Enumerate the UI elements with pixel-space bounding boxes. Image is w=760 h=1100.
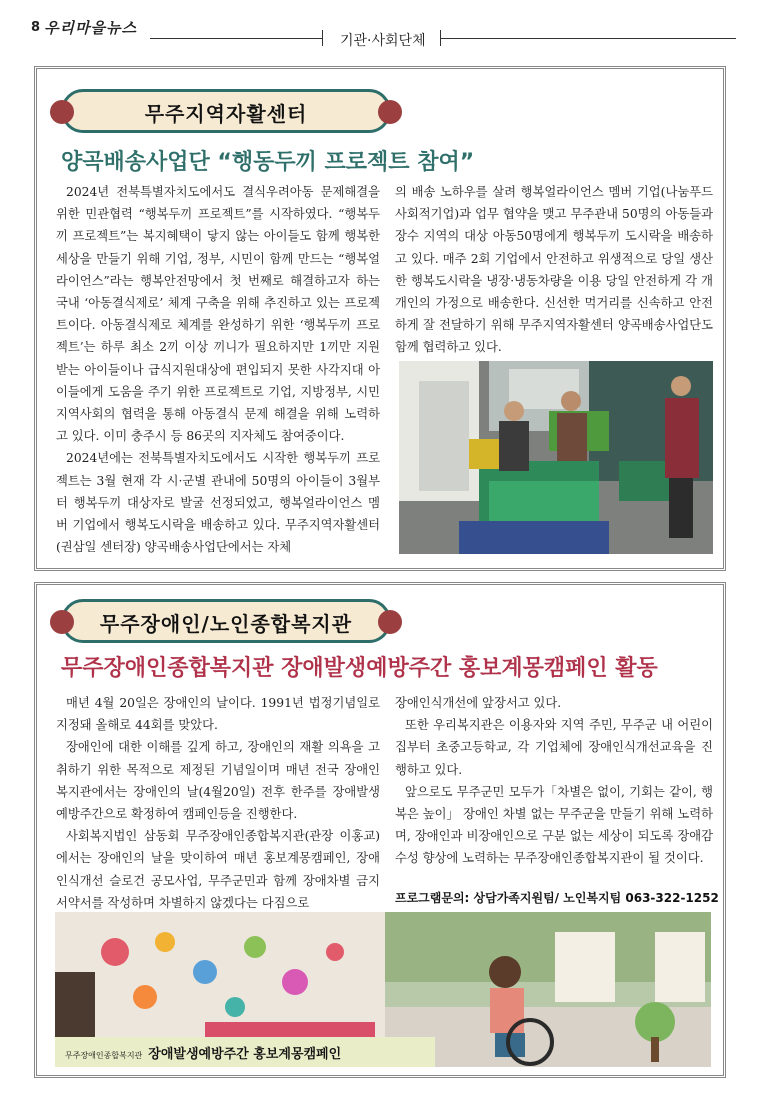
page-number: 8 bbox=[31, 20, 41, 35]
article-body-left bbox=[56, 692, 380, 914]
paragraph: 또한 우리복지관은 이용자와 지역 주민, 무주군 내 어린이집부터 초중고등학교, 각 기업체에 장애인식개선교육을 진행하고 있다. bbox=[395, 718, 713, 777]
newspaper-logo: 우리마을뉴스 bbox=[44, 19, 137, 37]
header-rule-right bbox=[440, 38, 736, 39]
paragraph: 2024년 전북특별자치도에서도 결식우려아동 문제해결을 위한 민관협력 “행복두끼 프로젝트”를 시작하였다. “행복두끼 프로젝트”는 복지혜택이 닿지 않는 아이들도 함께 행복한 세상을 만들기 위해 기업, 정부, 시민이 함께 만드는 “행복얼라이언스”라는 행복안전망에서 첫 번째로 해결하고자 하는 국내 ‘아동결식제로’ 체계 구축을 위해 추진하고 있는 프로젝트이다. 아동결식제로 체계를 완성하기 위한 ‘행복두끼 프로젝트’는 하루 최소 2끼 이상 끼니가 필요하지만 1끼만 지원받는 아이들이나 급식지원대상에 편입되지 못한 사각지대 아이들에게 도움을 주기 위한 프로젝트로 기업, 지방정부, 시민 지역사회의 협력을 통해 아동결식 문제 해결을 위해 노력하고 있다. 이미 충주시 등 86곳의 지자체도 참여중이다. bbox=[56, 185, 380, 444]
article-welfare-center bbox=[34, 582, 726, 1078]
campaign-photo bbox=[55, 912, 711, 1067]
article-tag-banner bbox=[61, 89, 391, 133]
delivery-photo bbox=[399, 361, 713, 554]
paragraph: 의 배송 노하우를 살려 행복얼라이언스 멤버 기업(나눔푸드 사회적기업)과 업무 협약을 맺고 무주관내 50명의 아동들과 장수 지역의 대상 아동50명에게 행복두끼 도시락을 배송하고 있다. 매주 2회 기업에서 안전하고 위생적으로 당일 생산한 행복도시락을 냉장·냉동차량을 이용 당일 안전하게 각 개개인의 가정으로 배송한다. 신선한 먹거리를 신속하고 안전하게 잘 전달하기 위해 무주지역자활센터 양곡배송사업단도 함께 협력하고 있다. bbox=[395, 185, 713, 355]
section-title: 기관·사회단체 bbox=[330, 30, 436, 50]
paragraph: 앞으로도 무주군민 모두가「차별은 없이, 기회는 같이, 행복은 높이」 장애인 차별 없는 무주군을 만들기 위해 노력하며, 장애인과 비장애인으로 구분 없는 세상이 되도록 장애감수성 향상에 노력하는 무주장애인종합복지관이 될 것이다. bbox=[395, 784, 713, 866]
article-tag: 무주지역자활센터 bbox=[144, 102, 308, 126]
caption-title: 장애발생예방주간 홍보계몽캠페인 bbox=[148, 1047, 342, 1062]
paragraph: 장애인에 대한 이해를 깊게 하고, 장애인의 재활 의욕을 고취하기 위한 목적으로 제정된 기념일이며 매년 전국 장애인복지관에서는 장애인의 날(4월20일) 전후 한주를 장애발생예방주간으로 확정하여 캠페인등을 진행한다. bbox=[56, 740, 380, 822]
paragraph: 사회복지법인 삼동회 무주장애인종합복지관(관장 이홍교)에서는 장애인의 날을 맞이하여 매년 홍보계몽캠페인, 장애인식개선 슬로건 공모사업, 무주군민과 함께 장애차별 금지 서약서를 작성하며 차별하지 않겠다는 다짐으로 bbox=[56, 829, 380, 910]
article-tag-banner bbox=[61, 599, 391, 643]
photo-caption bbox=[65, 1043, 341, 1062]
header-tick-left bbox=[322, 30, 323, 46]
header-rule-left bbox=[150, 38, 322, 39]
paragraph: 매년 4월 20일은 장애인의 날이다. 1991년 법정기념일로 지정돼 올해로 44회를 맞았다. bbox=[56, 696, 380, 733]
article-body-right bbox=[395, 181, 713, 359]
article-body-left bbox=[56, 181, 380, 558]
article-body-right bbox=[395, 692, 713, 870]
page-header bbox=[0, 0, 760, 48]
caption-org: 무주장애인종합복지관 bbox=[65, 1051, 143, 1060]
article-headline: 양곡배송사업단 “행동두끼 프로젝트 참여” bbox=[61, 150, 475, 175]
paragraph: 2024년에는 전북특별자치도에서도 시작한 행복두끼 프로젝트는 3월 현재 각 시·군별 관내에 50명의 아이들이 3월부터 행복두끼 대상자로 발굴 선정되었고, 행복얼라이언스 멤버 기업에서 행복도시락을 배송하고 있다. 무주지역자활센터(권삼일 센터장) 양곡배송사업단에서는 자체 bbox=[56, 451, 380, 555]
article-tag: 무주장애인/노인종합복지관 bbox=[99, 612, 353, 636]
photo-caption-bar bbox=[55, 1037, 435, 1067]
paragraph: 장애인식개선에 앞장서고 있다. bbox=[395, 696, 562, 710]
article-self-support-center bbox=[34, 66, 726, 571]
article-headline: 무주장애인종합복지관 장애발생예방주간 홍보계몽캠페인 활동 bbox=[61, 656, 658, 681]
delivery-photo-image bbox=[399, 361, 713, 554]
program-contact: 프로그램문의: 상담가족지원팀/ 노인복지팀 063-322-1252 bbox=[395, 891, 719, 905]
